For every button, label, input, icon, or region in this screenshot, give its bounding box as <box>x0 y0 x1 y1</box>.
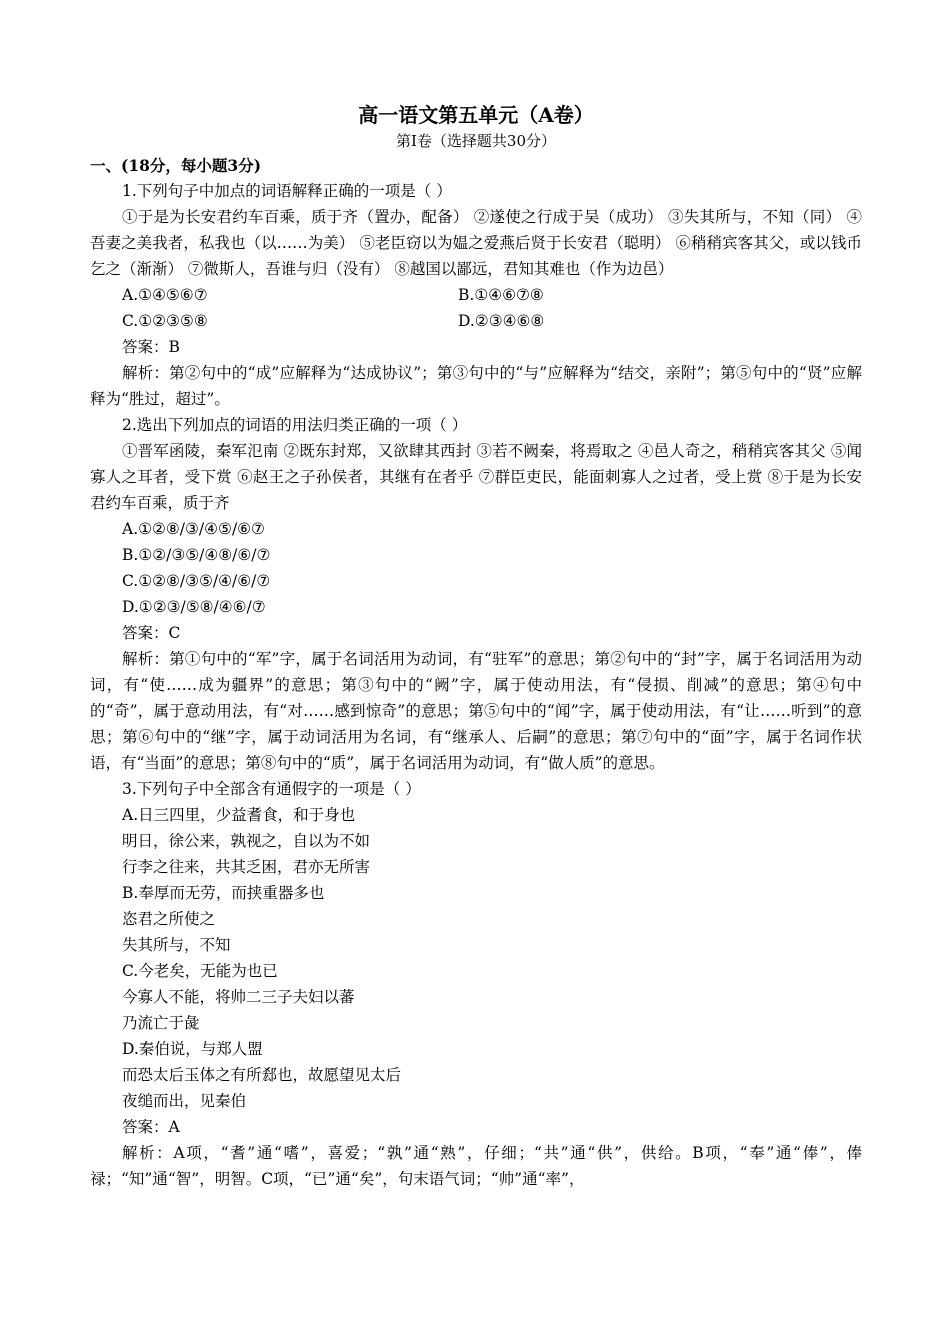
question-1-option-a: A.①④⑤⑥⑦ <box>122 286 208 304</box>
question-3-line: 乃流亡于彘 <box>122 1014 200 1032</box>
question-2-stem: 2.选出下列加点的词语的用法归类正确的一项（ ） <box>122 416 468 434</box>
question-1-stem: 1.下列句子中加点的词语解释正确的一项是（ ） <box>122 182 452 200</box>
question-2-option-d: D.①②③/⑤⑧/④⑥/⑦ <box>122 598 266 616</box>
question-3-line: 今寡人不能，将帅二三子夫妇以蕃 <box>122 988 355 1006</box>
question-1-body: ①于是为长安君约车百乘，质于齐（置办，配备） ②遂使之行成于吴（成功） ③失其所与，不知（同） ④吾妻之美我者，私我也（以……为美） ⑤老臣窃以为媪之爱燕后贤于长安君（聪明） ⑥稍稍宾客其父，或以钱币乞之（渐渐） ⑦微斯人，吾谁与归（没有） ⑧越国以鄙远，君知其难也（作为边邑） <box>90 208 862 278</box>
question-1-option-c: C.①②③⑤⑧ <box>122 312 208 330</box>
question-2-option-b: B.①②/③⑤/④⑧/⑥/⑦ <box>122 546 271 564</box>
question-1-options-row1 <box>90 282 862 308</box>
question-2-body: ①晋军函陵，秦军氾南 ②既东封郑，又欲肆其西封 ③若不阙秦，将焉取之 ④邑人奇之，稍稍宾客其父 ⑤闻寡人之耳者，受下赏 ⑥赵王之子孙侯者，其继有在者乎 ⑦群臣吏民，能面刺寡人之过者，受上赏 ⑧于是为长安君约车百乘，质于齐 <box>90 442 862 512</box>
question-1-answer: 答案：B <box>122 338 180 356</box>
question-3-stem: 3.下列句子中全部含有通假字的一项是（ ） <box>122 780 421 798</box>
question-1-options-row2 <box>90 308 862 334</box>
question-2 <box>90 412 862 776</box>
document-page <box>90 100 862 1192</box>
question-2-answer: 答案：C <box>122 624 181 642</box>
question-2-option-a: A.①②⑧/③/④⑤/⑥⑦ <box>122 520 265 538</box>
question-3-line: C.今老矣，无能为也已 <box>122 962 278 980</box>
question-1 <box>90 178 862 412</box>
page-subtitle: 第Ⅰ卷（选择题共30分） <box>395 132 556 150</box>
question-1-option-d: D.②③④⑥⑧ <box>458 312 545 330</box>
question-3-analysis: 解析：A项，“耆”通“嗜”，喜爱；“孰”通“熟”，仔细；“共”通“供”，供给。B项，“奉”通“俸”，俸禄；“知”通“智”，明智。C项，“已”通“矣”，句末语气词；“帅”通“率”， <box>90 1144 862 1188</box>
question-3 <box>90 776 862 1192</box>
question-3-line: A.日三四里，少益耆食，和于身也 <box>122 806 356 824</box>
question-3-answer: 答案：A <box>122 1118 180 1136</box>
question-1-analysis: 解析：第②句中的“成”应解释为“达成协议”；第③句中的“与”应解释为“结交，亲附”；第⑤句中的“贤”应解释为“胜过，超过”。 <box>90 364 862 408</box>
question-3-line: 而恐太后玉体之有所郄也，故愿望见太后 <box>122 1066 402 1084</box>
section-heading: 一、(18分，每小题3分) <box>90 156 262 175</box>
question-3-line: B.奉厚而无劳，而挟重器多也 <box>122 884 325 902</box>
question-2-analysis: 解析：第①句中的“军”字，属于名词活用为动词，有“驻军”的意思；第②句中的“封”字，属于名词活用为动词，有“使……成为疆界”的意思；第③句中的“阙”字，属于使动用法，有“侵损、削减”的意思；第④句中的“奇”，属于意动用法，有“对……感到惊奇”的意思；第⑤句中的“闻”字，属于使动用法，有“让……听到”的意思；第⑥句中的“继”字，属于动词活用为名词，有“继承人、后嗣”的意思；第⑦句中的“面”字，属于名词作状语，有“当面”的意思；第⑧句中的“质”，属于名词活用为动词，有“做人质”的意思。 <box>90 650 862 772</box>
question-1-option-b: B.①④⑥⑦⑧ <box>458 286 544 304</box>
question-2-option-c: C.①②⑧/③⑤/④/⑥/⑦ <box>122 572 271 590</box>
question-3-line: 恣君之所使之 <box>122 910 216 928</box>
question-3-line: 夜缒而出，见秦伯 <box>122 1092 247 1110</box>
question-3-line: 失其所与，不知 <box>122 936 231 954</box>
question-3-line: 明日，徐公来，孰视之，自以为不如 <box>122 832 371 850</box>
page-title: 高一语文第五单元（A卷） <box>358 103 594 127</box>
question-3-line: D.秦伯说，与郑人盟 <box>122 1040 263 1058</box>
question-3-line: 行李之往来，共其乏困，君亦无所害 <box>122 858 371 876</box>
